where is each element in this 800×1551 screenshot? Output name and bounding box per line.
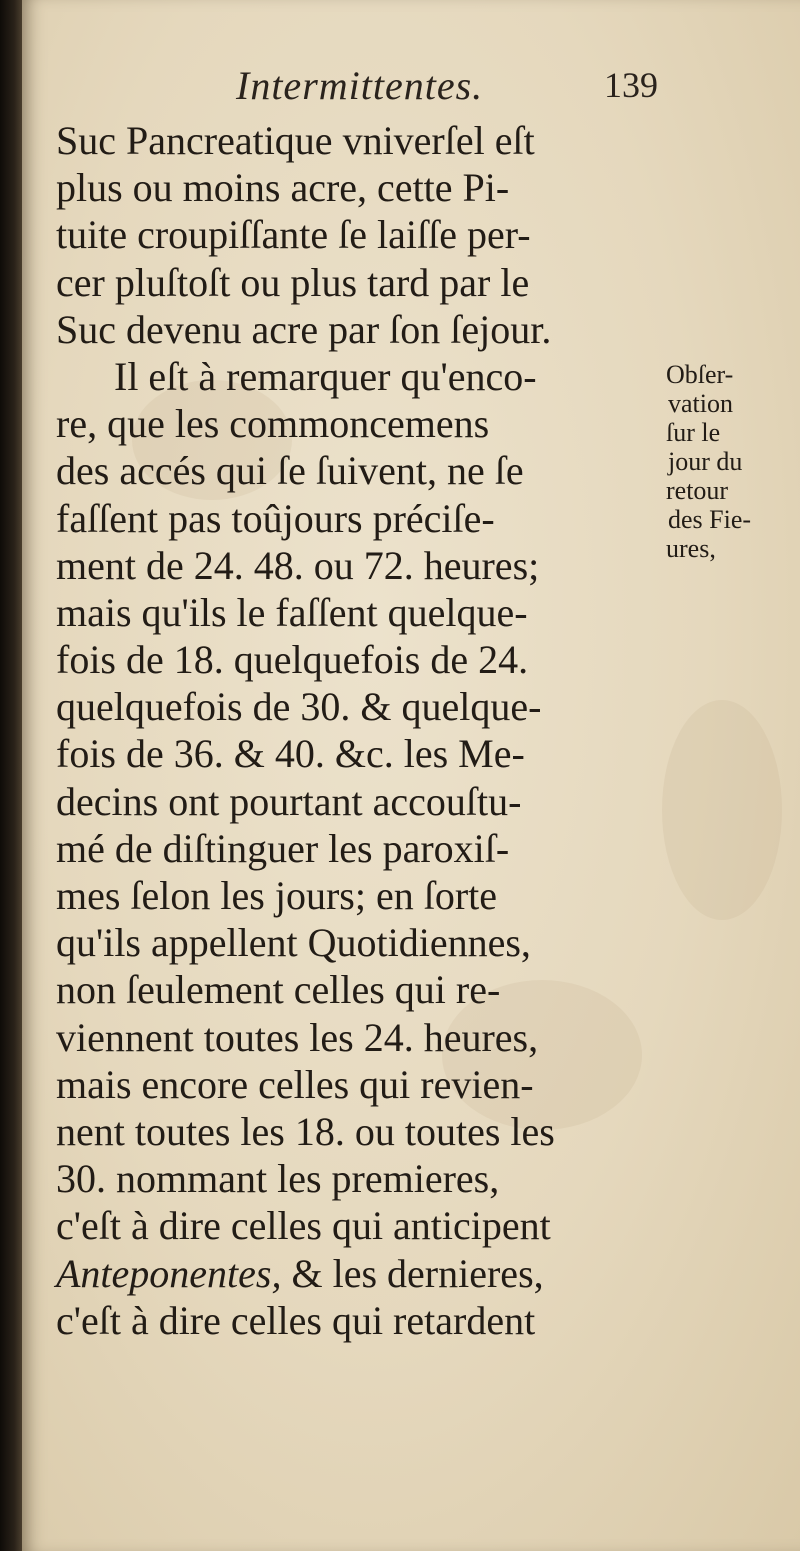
- italic-term: Anteponentes,: [56, 1250, 282, 1296]
- margin-note-line: retour: [666, 476, 729, 505]
- text-line: ment de 24. 48. ou 72. heures;: [56, 542, 540, 588]
- text-line: Il eſt à remarquer qu'enco-: [114, 353, 537, 399]
- text-line: decins ont pourtant accouſtu-: [56, 778, 522, 824]
- text-line: qu'ils appellent Quotidiennes,: [56, 920, 531, 966]
- main-text-block: [56, 117, 656, 1344]
- text-line: des accés qui ſe ſuivent, ne ſe: [56, 448, 524, 494]
- running-head: Intermittentes.: [236, 63, 484, 108]
- text-line: tuite croupiſſante ſe laiſſe per-: [56, 212, 531, 258]
- text-line: c'eſt à dire celles qui retardent: [56, 1297, 536, 1343]
- margin-note-line: Obſer-: [666, 360, 734, 389]
- text-line: Suc Pancreatique vniverſel eſt: [56, 118, 535, 163]
- page-number: 139: [604, 65, 658, 105]
- text-line: plus ou moins acre, cette Pi-: [56, 165, 510, 211]
- text-line: fois de 36. & 40. &c. les Me-: [56, 731, 525, 777]
- text-line: nent toutes les 18. ou toutes les: [56, 1108, 555, 1154]
- page-header: [58, 62, 658, 112]
- margin-note-line: ſur le: [666, 418, 721, 447]
- text-line: mais encore celles qui revien-: [56, 1061, 534, 1107]
- text-line: [56, 1250, 656, 1297]
- text-line: re, que les commoncemens: [56, 401, 490, 447]
- text-line: mes ſelon les jours; en ſorte: [56, 873, 498, 918]
- text-line: viennent toutes les 24. heures,: [56, 1014, 539, 1060]
- text-line: cer pluſtoſt ou plus tard par le: [56, 259, 530, 305]
- margin-note-line: vation: [668, 389, 733, 418]
- text-line: 30. nommant les premieres,: [56, 1156, 500, 1202]
- text-line: quelquefois de 30. & quelque-: [56, 684, 542, 730]
- text-line: mais qu'ils le faſſent quelque-: [56, 589, 528, 635]
- text-line-rest: & les dernieres,: [291, 1250, 544, 1296]
- text-line: c'eſt à dire celles qui anticipent: [56, 1203, 551, 1249]
- text-line: Suc devenu acre par ſon ſejour.: [56, 306, 552, 352]
- text-line: fois de 18. quelquefois de 24.: [56, 637, 529, 683]
- margin-note-line: jour du: [668, 447, 743, 476]
- text-line: non ſeulement celles qui re-: [56, 967, 501, 1013]
- paper-stain: [662, 700, 782, 920]
- text-line: faſſent pas toûjours préciſe-: [56, 495, 495, 541]
- margin-note-line: ures,: [666, 534, 716, 563]
- margin-note-line: des Fie-: [668, 505, 752, 534]
- margin-note: [666, 360, 800, 563]
- text-line: mé de diſtinguer les paroxiſ-: [56, 825, 510, 871]
